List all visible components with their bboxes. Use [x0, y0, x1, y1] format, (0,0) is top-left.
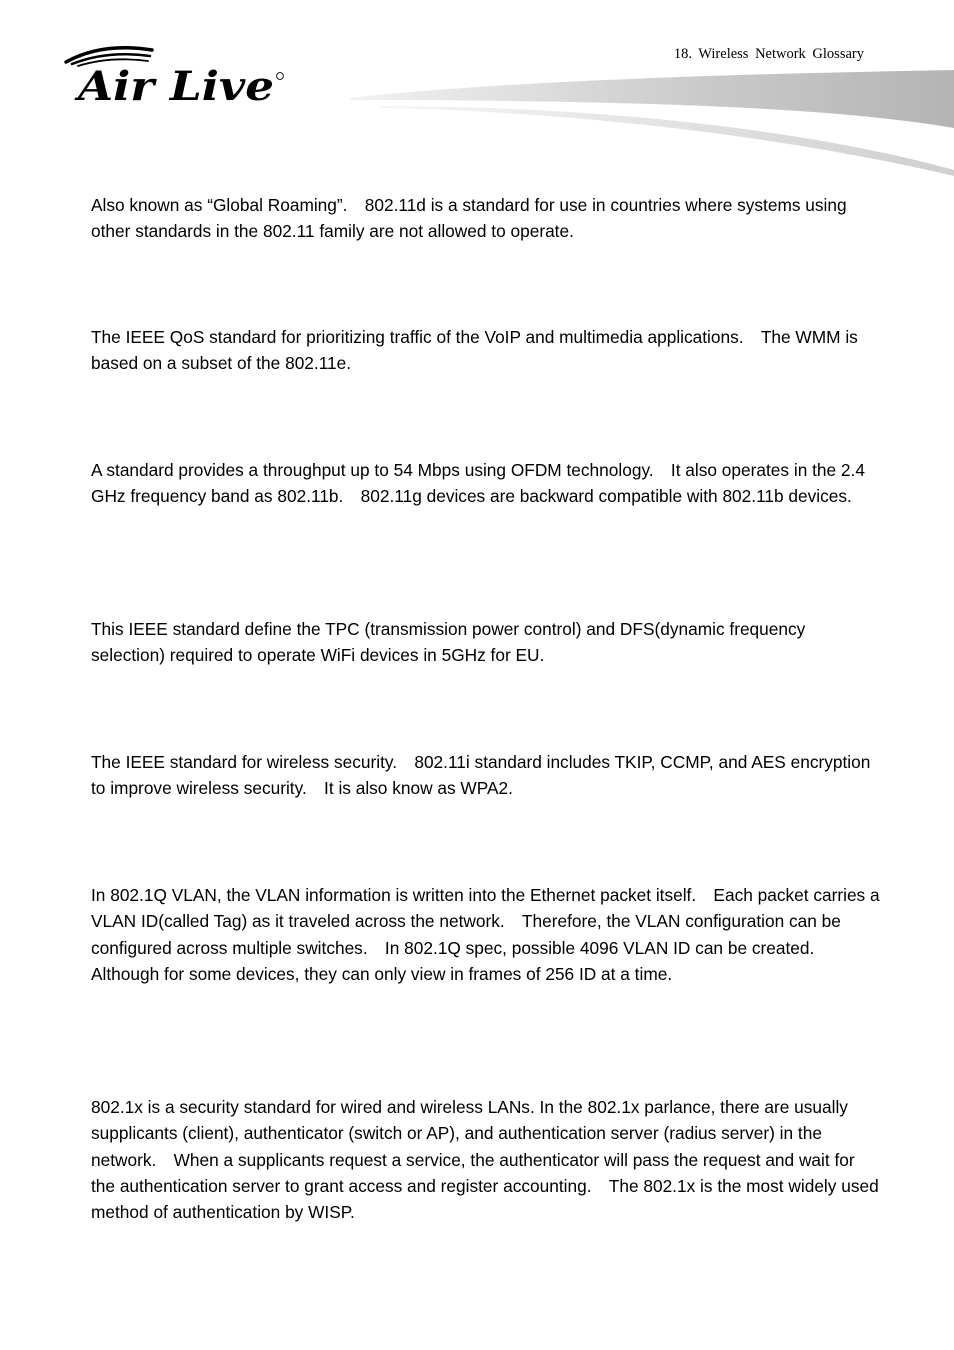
paragraph-802-1x: 802.1x is a security standard for wired and wireless LANs. In the 802.1x parlance, there are usually supplicants (client), authenticator (switch or AP), and authentication server (radius server) in the network. When a supplicants request a service, the authenticator will pass the request and wait for the authentication server to grant access and register accounting. The 802.1x is the most widely used method of authentication by WISP.: [91, 1097, 884, 1223]
paragraph-802-11g: A standard provides a throughput up to 54 Mbps using OFDM technology. It also operates in the 2.4 GHz frequency band as 802.11b. 802.11g devices are backward compatible with 802.11b devices.: [91, 460, 870, 507]
paragraph-802-1q: In 802.1Q VLAN, the VLAN information is written into the Ethernet packet itself. Each packet carries a VLAN ID(called Tag) as it traveled across the network. Therefore, the VLAN configuration can be configured across multiple switches. In 802.1Q spec, possible 4096 VLAN ID can be created. Although for some devices, they can only view in frames of 256 ID at a time.: [91, 885, 885, 984]
paragraph-802-11e: The IEEE QoS standard for prioritizing traffic of the VoIP and multimedia applications. The WMM is based on a subset of the 802.11e.: [91, 327, 863, 374]
logo-wordmark: Air Live: [73, 63, 274, 108]
airlive-logo: [62, 40, 287, 108]
header-section-title: 18. Wireless Network Glossary: [673, 46, 864, 62]
paragraph-802-11h: This IEEE standard define the TPC (transmission power control) and DFS(dynamic frequency selection) required to operate WiFi devices in 5GHz for EU.: [91, 619, 811, 666]
header-swoosh: [340, 60, 954, 180]
registered-mark: [277, 73, 284, 80]
paragraph-802-11d: Also known as “Global Roaming”. 802.11d is a standard for use in countries where systems using other standards in the 802.11 family are not allowed to operate.: [91, 195, 852, 242]
paragraph-802-11i: The IEEE standard for wireless security. 802.11i standard includes TKIP, CCMP, and AES encryption to improve wireless security. It is also know as WPA2.: [91, 752, 876, 799]
